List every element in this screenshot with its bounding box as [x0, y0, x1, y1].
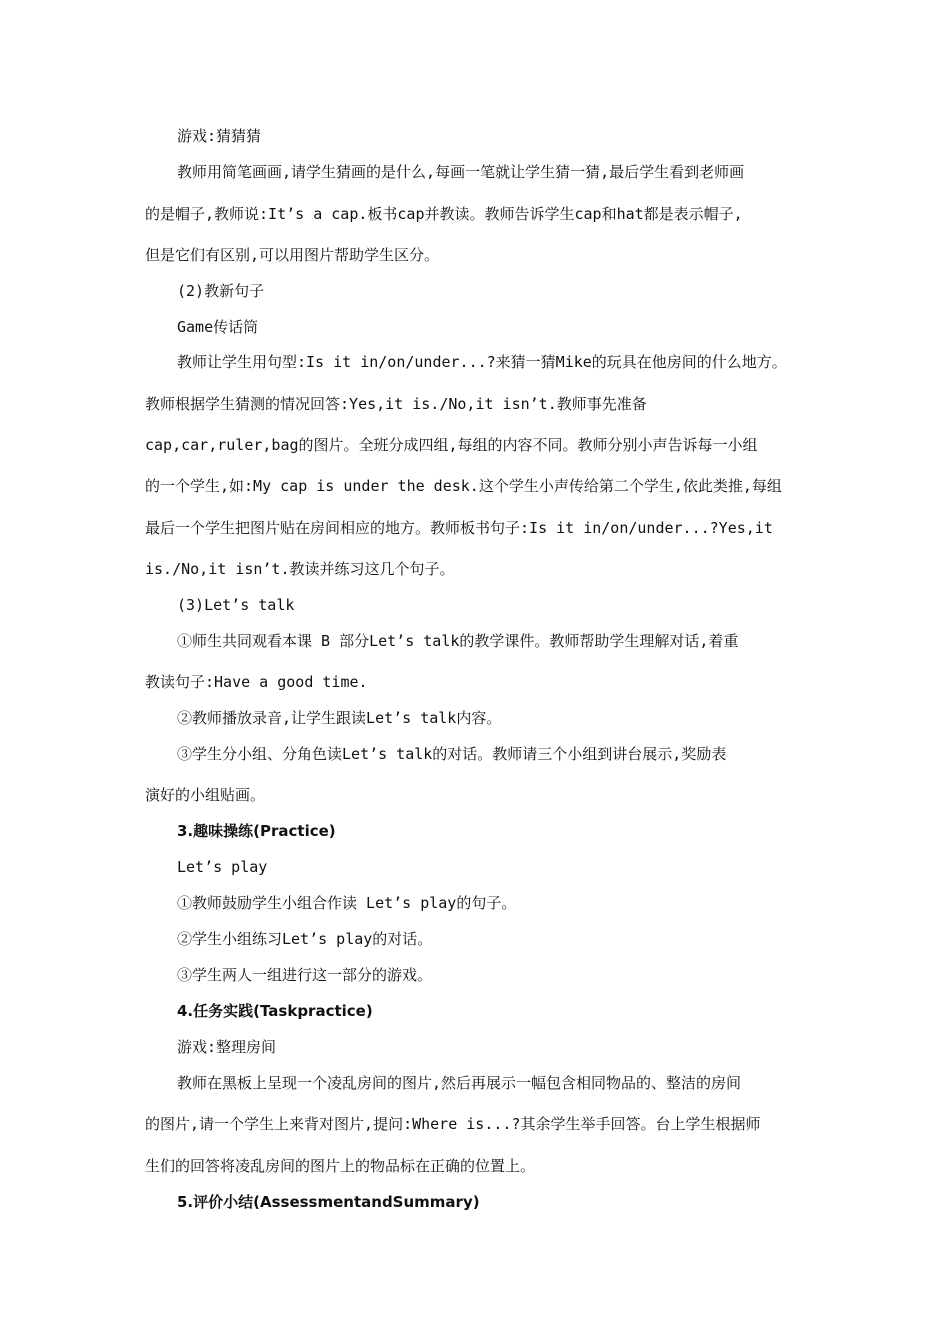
paragraph-line: 但是它们有区别,可以用图片帮助学生区分。	[145, 246, 440, 264]
section-heading-assessment: 5.评价小结(AssessmentandSummary)	[177, 1193, 480, 1211]
section-heading-new-sentences: (2)教新句子	[177, 282, 265, 300]
paragraph-line: 最后一个学生把图片贴在房间相应的地方。教师板书句子:Is it in/on/under...?Yes,it	[145, 519, 773, 537]
paragraph-line: cap,car,ruler,bag的图片。全班分成四组,每组的内容不同。教师分别小声告诉每一小组	[145, 436, 758, 454]
game-telephone-heading: Game传话筒	[177, 318, 259, 336]
game-guess-heading: 游戏:猜猜猜	[177, 127, 262, 145]
paragraph-line: 教师用简笔画画,请学生猜画的是什么,每画一笔就让学生猜一猜,最后学生看到老师画	[177, 163, 745, 181]
paragraph-line: ①师生共同观看本课 B 部分Let’s talk的教学课件。教师帮助学生理解对话,着重	[177, 632, 739, 650]
paragraph-line: 教师根据学生猜测的情况回答:Yes,it is./No,it isn’t.教师事先准备	[145, 395, 647, 413]
paragraph-line: 的是帽子,教师说:It’s a cap.板书cap并教读。教师告诉学生cap和hat都是表示帽子,	[145, 205, 743, 223]
paragraph-line: 的一个学生,如:My cap is under the desk.这个学生小声传给第二个学生,依此类推,每组	[145, 477, 782, 495]
paragraph-line: 教读句子:Have a good time.	[145, 673, 368, 691]
paragraph-line: ②学生小组练习Let’s play的对话。	[177, 930, 433, 948]
paragraph-line: ①教师鼓励学生小组合作读 Let’s play的句子。	[177, 894, 517, 912]
paragraph-line: 生们的回答将凌乱房间的图片上的物品标在正确的位置上。	[145, 1157, 536, 1175]
subheading-lets-play: Let’s play	[177, 858, 268, 876]
paragraph-line: is./No,it isn’t.教读并练习这几个句子。	[145, 560, 455, 578]
section-heading-task-practice: 4.任务实践(Taskpractice)	[177, 1002, 373, 1020]
paragraph-line: ③学生分小组、分角色读Let’s talk的对话。教师请三个小组到讲台展示,奖励表	[177, 745, 727, 763]
paragraph-line: ③学生两人一组进行这一部分的游戏。	[177, 966, 433, 984]
paragraph-line: 教师让学生用句型:Is it in/on/under...?来猜一猜Mike的玩具在他房间的什么地方。	[177, 353, 787, 371]
paragraph-line: ②教师播放录音,让学生跟读Let’s talk内容。	[177, 709, 502, 727]
section-heading-practice: 3.趣味操练(Practice)	[177, 822, 336, 840]
paragraph-line: 演好的小组贴画。	[145, 786, 266, 804]
paragraph-line: 教师在黑板上呈现一个凌乱房间的图片,然后再展示一幅包含相同物品的、整洁的房间	[177, 1074, 742, 1092]
section-heading-lets-talk: (3)Let’s talk	[177, 596, 295, 614]
paragraph-line: 的图片,请一个学生上来背对图片,提问:Where is...?其余学生举手回答。台上学生根据师	[145, 1115, 761, 1133]
game-tidy-room-heading: 游戏:整理房间	[177, 1038, 277, 1056]
